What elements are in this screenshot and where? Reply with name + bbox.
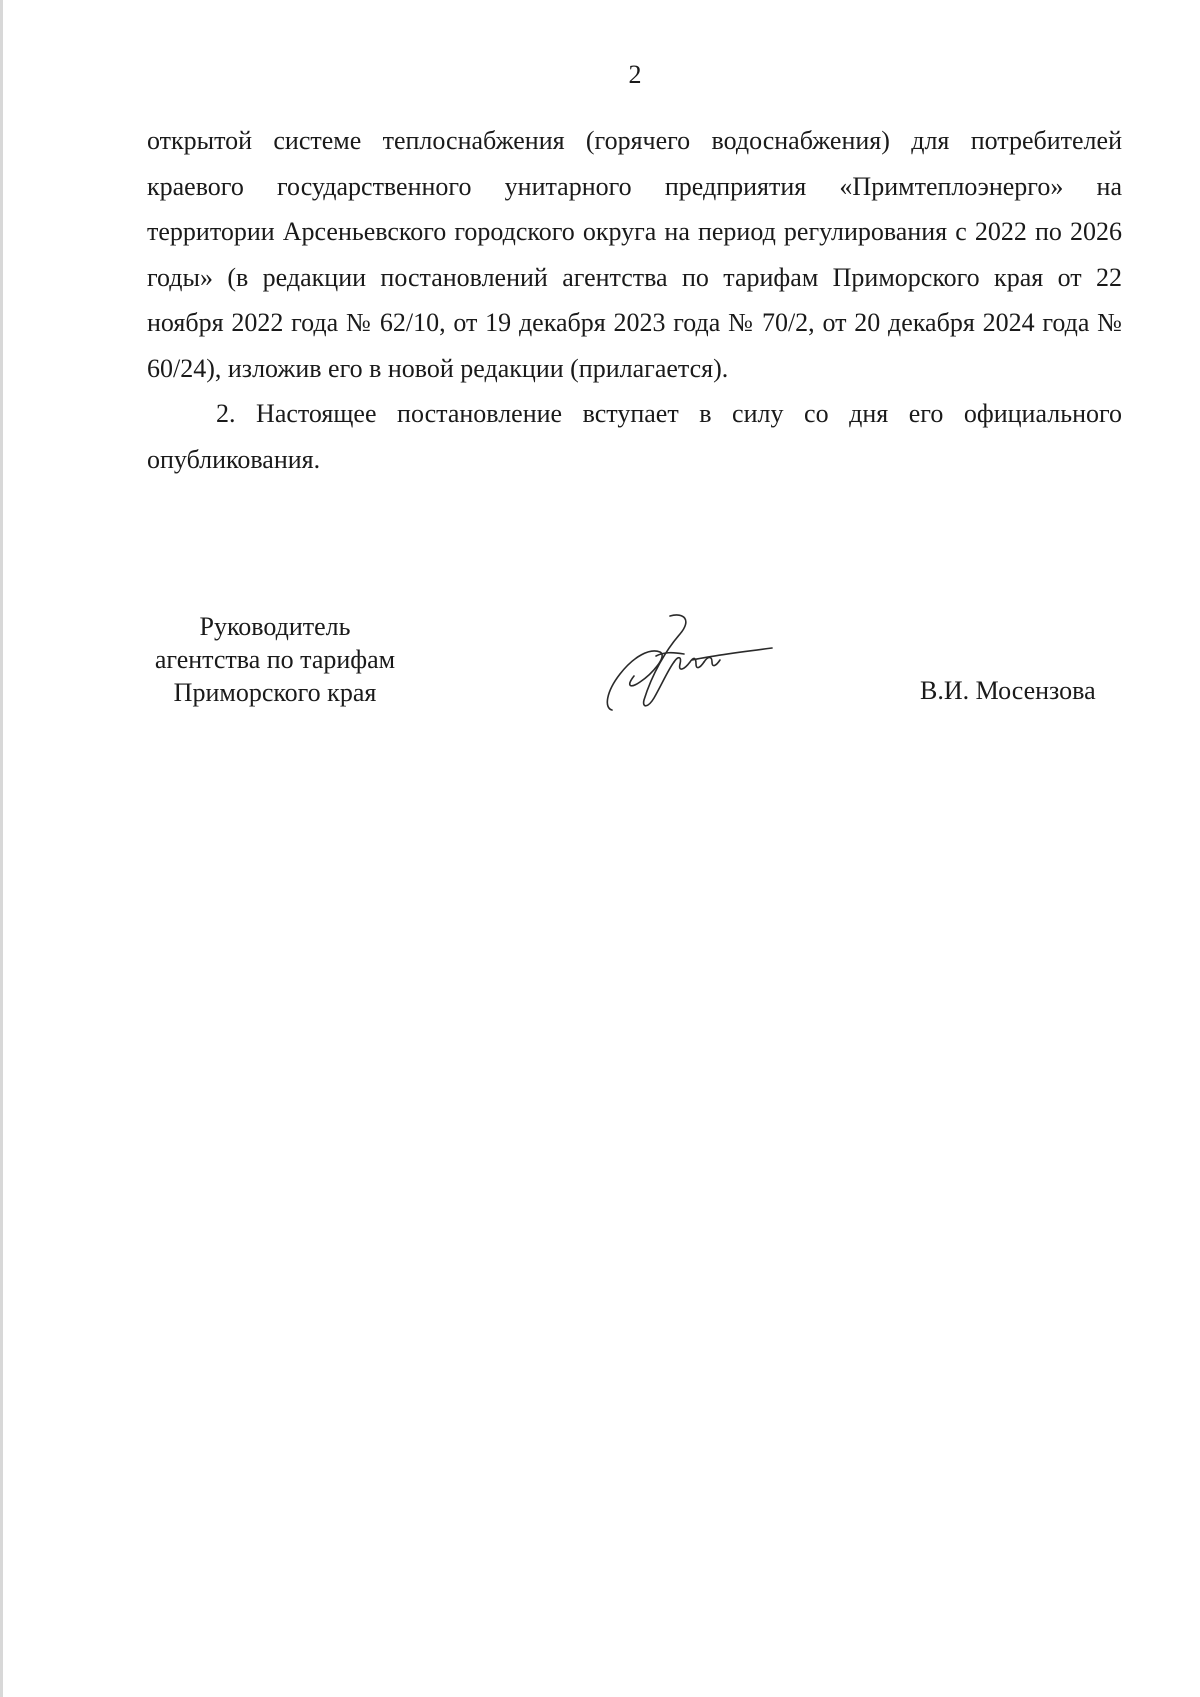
- signatory-name: В.И. Мосензова: [920, 676, 1096, 705]
- page-edge-shadow: [0, 0, 3, 1697]
- signatory-title-line: Приморского края: [173, 678, 377, 707]
- signatory-title-line: агентства по тарифам: [154, 645, 396, 674]
- handwritten-signature: [600, 612, 775, 722]
- signatory-title-line: Руководитель: [199, 612, 351, 641]
- page-number: 2: [628, 60, 642, 89]
- signatory-title: [130, 610, 420, 709]
- paragraph-item-2: 2. Настоящее постановление вступает в силу со дня его официального опубликования.: [147, 399, 1122, 474]
- document-body: [147, 118, 1122, 482]
- paragraph-continuation: открытой системе теплоснабжения (горячего водоснабжения) для потребителей краевого государственного унитарного предприятия «Примтеплоэнерго» на территории Арсеньевского городского округа на период регулирования с 2022 по 2026 годы» (в редакции постановлений агентства по тарифам Приморского края от 22 ноября 2022 года № 62/10, от 19 декабря 2023 года № 70/2, от 20 декабря 2024 года № 60/24), изложив его в новой редакции (прилагается).: [147, 126, 1122, 383]
